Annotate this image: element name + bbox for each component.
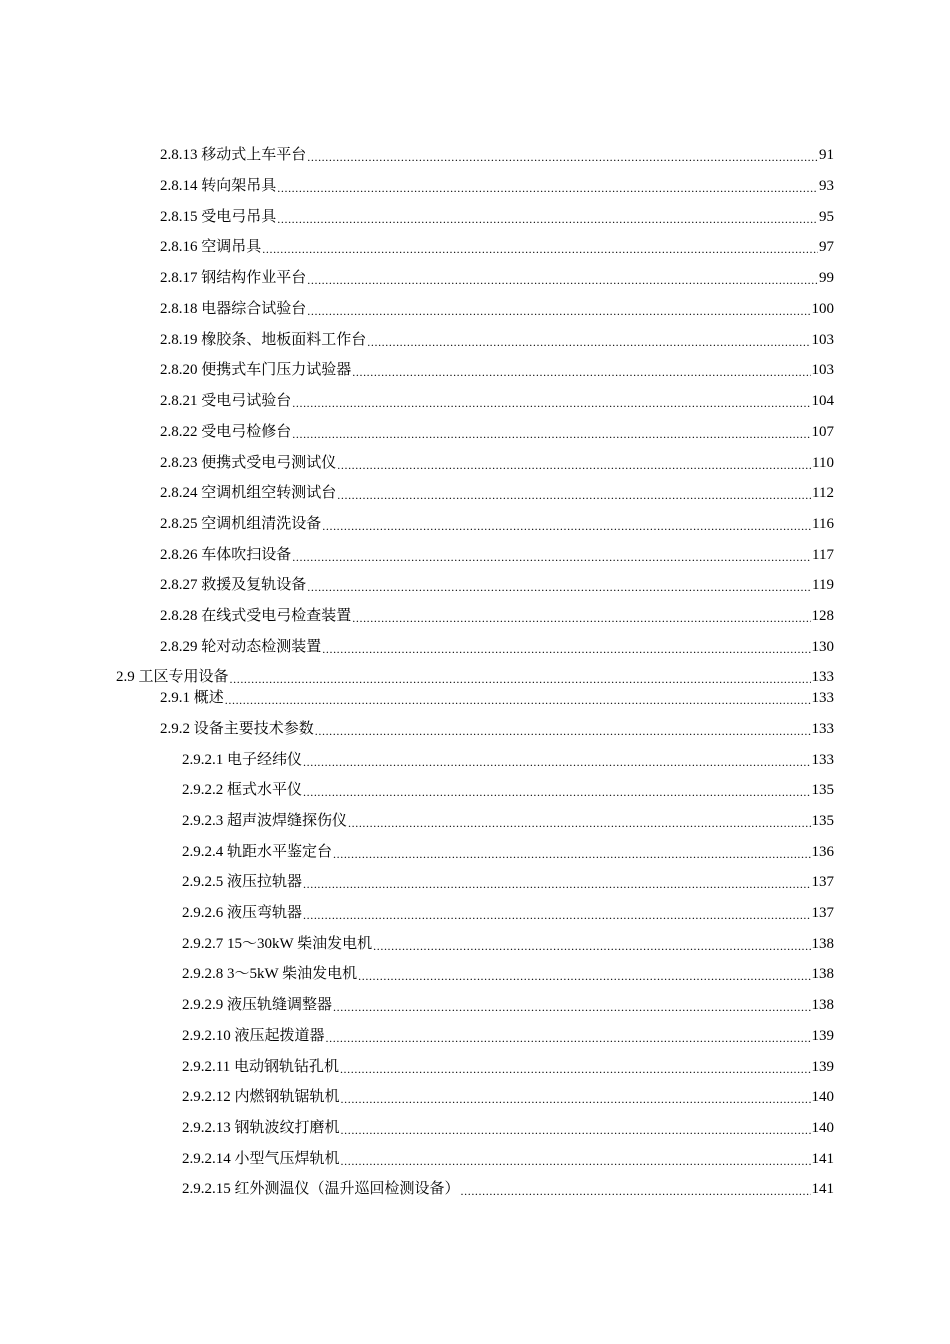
toc-entry-label: 2.9.2.8 3～5kW 柴油发电机 — [182, 966, 358, 982]
dot-leader — [315, 720, 811, 738]
toc-entry[interactable] — [160, 206, 834, 226]
toc-entry-label: 2.8.25 空调机组清洗设备 — [160, 516, 322, 532]
toc-entry-label: 2.9.2.3 超声波焊缝探伤仪 — [182, 813, 348, 829]
toc-entry-label: 2.8.26 车体吹扫设备 — [160, 547, 292, 563]
toc-entry[interactable] — [182, 841, 834, 861]
dot-leader — [292, 546, 811, 564]
toc-entry-page-number: 119 — [812, 577, 834, 593]
toc-entry-label: 2.8.27 救援及复轨设备 — [160, 577, 307, 593]
toc-entry[interactable] — [182, 1148, 834, 1168]
toc-entry-label: 2.9.2.1 电子经纬仪 — [182, 752, 303, 768]
toc-entry-page-number: 139 — [811, 1059, 834, 1075]
toc-entry-page-number: 112 — [812, 485, 834, 501]
toc-entry[interactable] — [160, 513, 834, 533]
toc-entry[interactable] — [160, 718, 834, 738]
dot-leader — [341, 1150, 811, 1168]
toc-entry-label: 2.8.17 钢结构作业平台 — [160, 270, 307, 286]
toc-entry-page-number: 117 — [812, 547, 834, 563]
dot-leader — [326, 1027, 811, 1045]
dot-leader — [373, 935, 810, 953]
toc-entry[interactable] — [160, 574, 834, 594]
toc-entry[interactable] — [182, 1117, 834, 1137]
toc-entry-page-number: 140 — [811, 1089, 834, 1105]
dot-leader — [322, 638, 810, 656]
toc-entry-label: 2.8.14 转向架吊具 — [160, 178, 277, 194]
dot-leader — [277, 208, 818, 226]
toc-entry[interactable] — [160, 359, 834, 379]
toc-entry-label: 2.9.2.9 液压轨缝调整器 — [182, 997, 333, 1013]
toc-entry-label: 2.8.19 橡胶条、地板面料工作台 — [160, 332, 367, 348]
toc-entry-page-number: 93 — [819, 178, 834, 194]
dot-leader — [225, 689, 811, 707]
toc-entry-label: 2.8.28 在线式受电弓检查装置 — [160, 608, 352, 624]
toc-entry-page-number: 140 — [811, 1120, 834, 1136]
toc-entry[interactable] — [116, 666, 834, 686]
toc-entry-label: 2.8.18 电器综合试验台 — [160, 301, 307, 317]
toc-entry[interactable] — [160, 482, 834, 502]
toc-entry-page-number: 107 — [811, 424, 834, 440]
toc-entry[interactable] — [160, 144, 834, 164]
toc-entry-page-number: 103 — [811, 362, 834, 378]
dot-leader — [307, 576, 811, 594]
dot-leader — [292, 423, 810, 441]
toc-entry[interactable] — [160, 329, 834, 349]
toc-entry[interactable] — [182, 1178, 834, 1198]
toc-entry-label: 2.9 工区专用设备 — [116, 669, 229, 685]
toc-entry-label: 2.9.2.7 15～30kW 柴油发电机 — [182, 936, 373, 952]
toc-entry-label: 2.9.2.11 电动钢轨钻孔机 — [182, 1059, 339, 1075]
toc-entry[interactable] — [182, 1056, 834, 1076]
dot-leader — [303, 904, 810, 922]
toc-entry-page-number: 141 — [811, 1181, 834, 1197]
dot-leader — [303, 781, 810, 799]
toc-entry-page-number: 133 — [811, 690, 834, 706]
toc-entry-label: 2.9.2.12 内燃钢轨锯轨机 — [182, 1089, 340, 1105]
toc-entry[interactable] — [182, 810, 834, 830]
toc-entry[interactable] — [182, 749, 834, 769]
toc-entry[interactable] — [160, 636, 834, 656]
toc-entry-page-number: 137 — [811, 874, 834, 890]
toc-entry[interactable] — [182, 1086, 834, 1106]
dot-leader — [340, 1058, 811, 1076]
toc-entry-label: 2.9.2.13 钢轨波纹打磨机 — [182, 1120, 340, 1136]
toc-entry-label: 2.8.16 空调吊具 — [160, 239, 262, 255]
toc-entry-label: 2.8.24 空调机组空转测试台 — [160, 485, 337, 501]
toc-entry[interactable] — [182, 902, 834, 922]
toc-entry-page-number: 99 — [819, 270, 834, 286]
dot-leader — [352, 361, 810, 379]
toc-entry[interactable] — [160, 605, 834, 625]
toc-entry-page-number: 141 — [811, 1151, 834, 1167]
toc-entry-label: 2.9.2.15 红外测温仪（温升巡回检测设备） — [182, 1181, 460, 1197]
toc-entry-label: 2.8.23 便携式受电弓测试仪 — [160, 455, 337, 471]
toc-entry-page-number: 100 — [811, 301, 834, 317]
toc-entry[interactable] — [160, 236, 834, 256]
toc-entry-label: 2.9.2.5 液压拉轨器 — [182, 874, 303, 890]
toc-entry-page-number: 130 — [811, 639, 834, 655]
toc-entry-page-number: 136 — [811, 844, 834, 860]
toc-entry[interactable] — [160, 390, 834, 410]
toc-entry-page-number: 97 — [819, 239, 834, 255]
toc-entry[interactable] — [160, 175, 834, 195]
toc-entry-page-number: 137 — [811, 905, 834, 921]
toc-entry[interactable] — [182, 994, 834, 1014]
toc-entry-page-number: 103 — [811, 332, 834, 348]
dot-leader — [341, 1119, 811, 1137]
dot-leader — [292, 392, 810, 410]
toc-entry[interactable] — [160, 298, 834, 318]
toc-entry-page-number: 133 — [811, 721, 834, 737]
toc-entry-page-number: 116 — [812, 516, 834, 532]
toc-entry-page-number: 135 — [811, 782, 834, 798]
toc-entry-label: 2.9.1 概述 — [160, 690, 224, 706]
toc-entry[interactable] — [182, 933, 834, 953]
toc-entry[interactable] — [160, 421, 834, 441]
toc-entry-label: 2.8.13 移动式上车平台 — [160, 147, 307, 163]
toc-entry[interactable] — [182, 1025, 834, 1045]
toc-entry-label: 2.8.29 轮对动态检测装置 — [160, 639, 322, 655]
toc-entry-label: 2.9.2.2 框式水平仪 — [182, 782, 303, 798]
toc-entry-page-number: 138 — [811, 966, 834, 982]
toc-entry-label: 2.8.21 受电弓试验台 — [160, 393, 292, 409]
dot-leader — [307, 300, 810, 318]
toc-entry-page-number: 138 — [811, 936, 834, 952]
toc-entry[interactable] — [160, 544, 834, 564]
dot-leader — [341, 1088, 811, 1106]
toc-entry-page-number: 133 — [811, 669, 834, 685]
toc-entry-label: 2.9.2.6 液压弯轨器 — [182, 905, 303, 921]
dot-leader — [322, 515, 811, 533]
toc-entry[interactable] — [182, 779, 834, 799]
dot-leader — [262, 238, 818, 256]
dot-leader — [358, 965, 810, 983]
dot-leader — [230, 668, 811, 686]
dot-leader — [352, 607, 810, 625]
toc-entry[interactable] — [160, 267, 834, 287]
dot-leader — [303, 873, 810, 891]
toc-entry-page-number: 91 — [819, 147, 834, 163]
toc-entry[interactable] — [160, 452, 834, 472]
toc-entry-label: 2.8.15 受电弓吊具 — [160, 209, 277, 225]
toc-entry[interactable] — [160, 687, 834, 707]
dot-leader — [337, 484, 811, 502]
toc-entry-page-number: 138 — [811, 997, 834, 1013]
toc-entry-label: 2.9.2.10 液压起拨道器 — [182, 1028, 325, 1044]
toc-entry-label: 2.9.2.4 轨距水平鉴定台 — [182, 844, 333, 860]
toc-entry-label: 2.9.2.14 小型气压焊轨机 — [182, 1151, 340, 1167]
dot-leader — [367, 331, 810, 349]
toc-entry-page-number: 104 — [811, 393, 834, 409]
dot-leader — [461, 1180, 811, 1198]
toc-entry-label: 2.9.2 设备主要技术参数 — [160, 721, 314, 737]
toc-entry-page-number: 139 — [811, 1028, 834, 1044]
toc-entry-page-number: 110 — [812, 455, 834, 471]
dot-leader — [348, 812, 810, 830]
toc-entry-page-number: 95 — [819, 209, 834, 225]
toc-entry-page-number: 135 — [811, 813, 834, 829]
dot-leader — [307, 269, 818, 287]
toc-entry-label: 2.8.20 便携式车门压力试验器 — [160, 362, 352, 378]
dot-leader — [303, 751, 810, 769]
dot-leader — [277, 177, 818, 195]
toc-entry-page-number: 128 — [811, 608, 834, 624]
dot-leader — [337, 454, 811, 472]
toc-entry[interactable] — [182, 963, 834, 983]
toc-entry-page-number: 133 — [811, 752, 834, 768]
toc-entry-label: 2.8.22 受电弓检修台 — [160, 424, 292, 440]
toc-entry[interactable] — [182, 871, 834, 891]
dot-leader — [307, 146, 818, 164]
dot-leader — [333, 996, 810, 1014]
dot-leader — [333, 843, 810, 861]
